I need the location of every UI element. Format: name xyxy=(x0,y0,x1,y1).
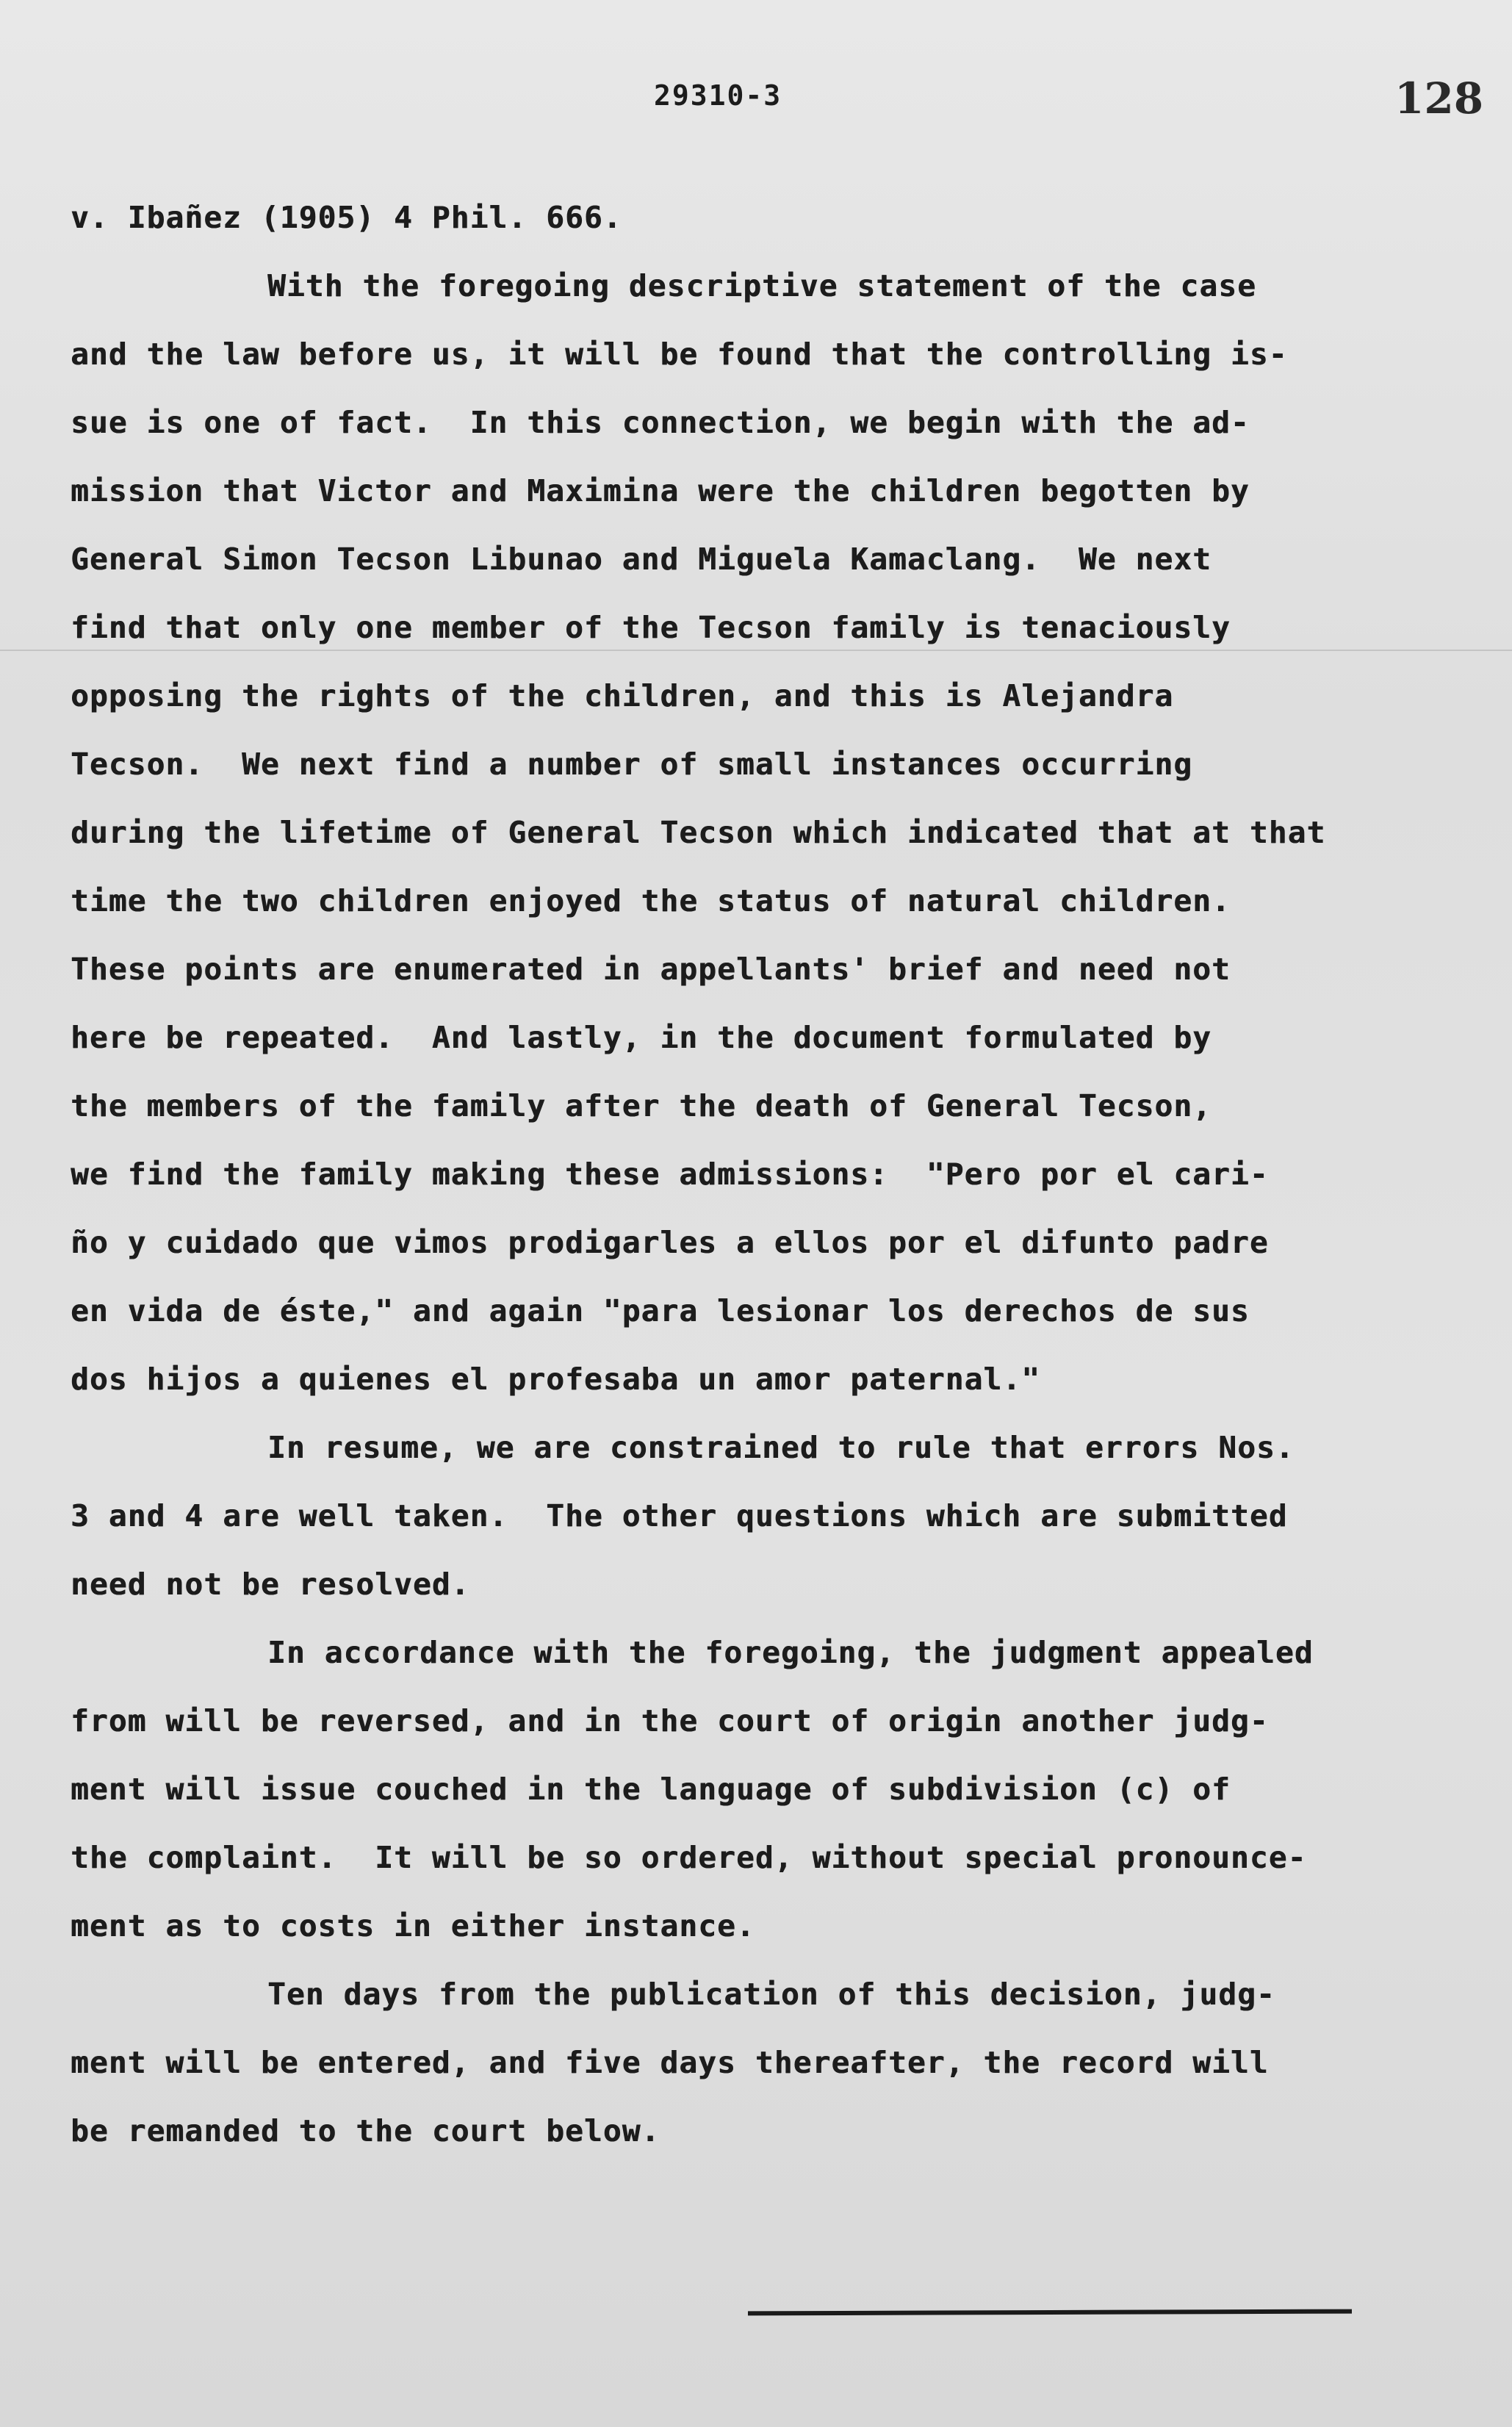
paragraph-start-line: In resume, we are constrained to rule that errors Nos. xyxy=(267,1430,1295,1465)
text-line: during the lifetime of General Tecson which indicated that at that xyxy=(71,815,1326,850)
text-line: opposing the rights of the children, and this is Alejandra xyxy=(71,678,1174,713)
text-line: the complaint. It will be so ordered, without special pronounce- xyxy=(71,1840,1307,1875)
text-line: sue is one of fact. In this connection, we begin with the ad- xyxy=(71,405,1250,440)
document-number: 29310-3 xyxy=(654,79,782,112)
paragraph-start-line: In accordance with the foregoing, the judgment appealed xyxy=(267,1635,1314,1670)
text-line: time the two children enjoyed the status of natural children. xyxy=(71,883,1231,918)
body-text xyxy=(71,184,1437,2165)
text-line: and the law before us, it will be found that the controlling is- xyxy=(71,337,1288,372)
text-line: These points are enumerated in appellants' brief and need not xyxy=(71,952,1231,987)
text-line: be remanded to the court below. xyxy=(71,2113,660,2149)
text-line: dos hijos a quienes el profesaba un amor paternal." xyxy=(71,1362,1041,1397)
text-line: the members of the family after the death of General Tecson, xyxy=(71,1088,1212,1123)
paragraph-start-line: Ten days from the publication of this decision, judg- xyxy=(267,1977,1275,2012)
text-line: General Simon Tecson Libunao and Miguela Kamaclang. We next xyxy=(71,542,1212,577)
text-line: mission that Victor and Maximina were the children begotten by xyxy=(71,473,1250,508)
text-line: need not be resolved. xyxy=(71,1567,470,1602)
closing-rule xyxy=(748,2309,1352,2316)
text-line: ment will be entered, and five days thereafter, the record will xyxy=(71,2045,1269,2080)
paragraph-start-line: With the foregoing descriptive statement of the case xyxy=(267,268,1256,303)
text-line: from will be reversed, and in the court of origin another judg- xyxy=(71,1703,1269,1739)
page-number: 128 xyxy=(1394,73,1484,123)
text-line: here be repeated. And lastly, in the document formulated by xyxy=(71,1020,1212,1055)
text-line: en vida de éste," and again "para lesionar los derechos de sus xyxy=(71,1293,1250,1328)
text-line: ment will issue couched in the language of subdivision (c) of xyxy=(71,1772,1231,1807)
text-line: ño y cuidado que vimos prodigarles a ellos por el difunto padre xyxy=(71,1225,1269,1260)
text-line: we find the family making these admissions: "Pero por el cari- xyxy=(71,1157,1269,1192)
text-line: find that only one member of the Tecson family is tenaciously xyxy=(71,610,1231,645)
text-line: Tecson. We next find a number of small instances occurring xyxy=(71,747,1193,782)
text-line: 3 and 4 are well taken. The other questions which are submitted xyxy=(71,1498,1288,1533)
text-line: v. Ibañez (1905) 4 Phil. 666. xyxy=(71,200,622,235)
text-line: ment as to costs in either instance. xyxy=(71,1908,755,1944)
